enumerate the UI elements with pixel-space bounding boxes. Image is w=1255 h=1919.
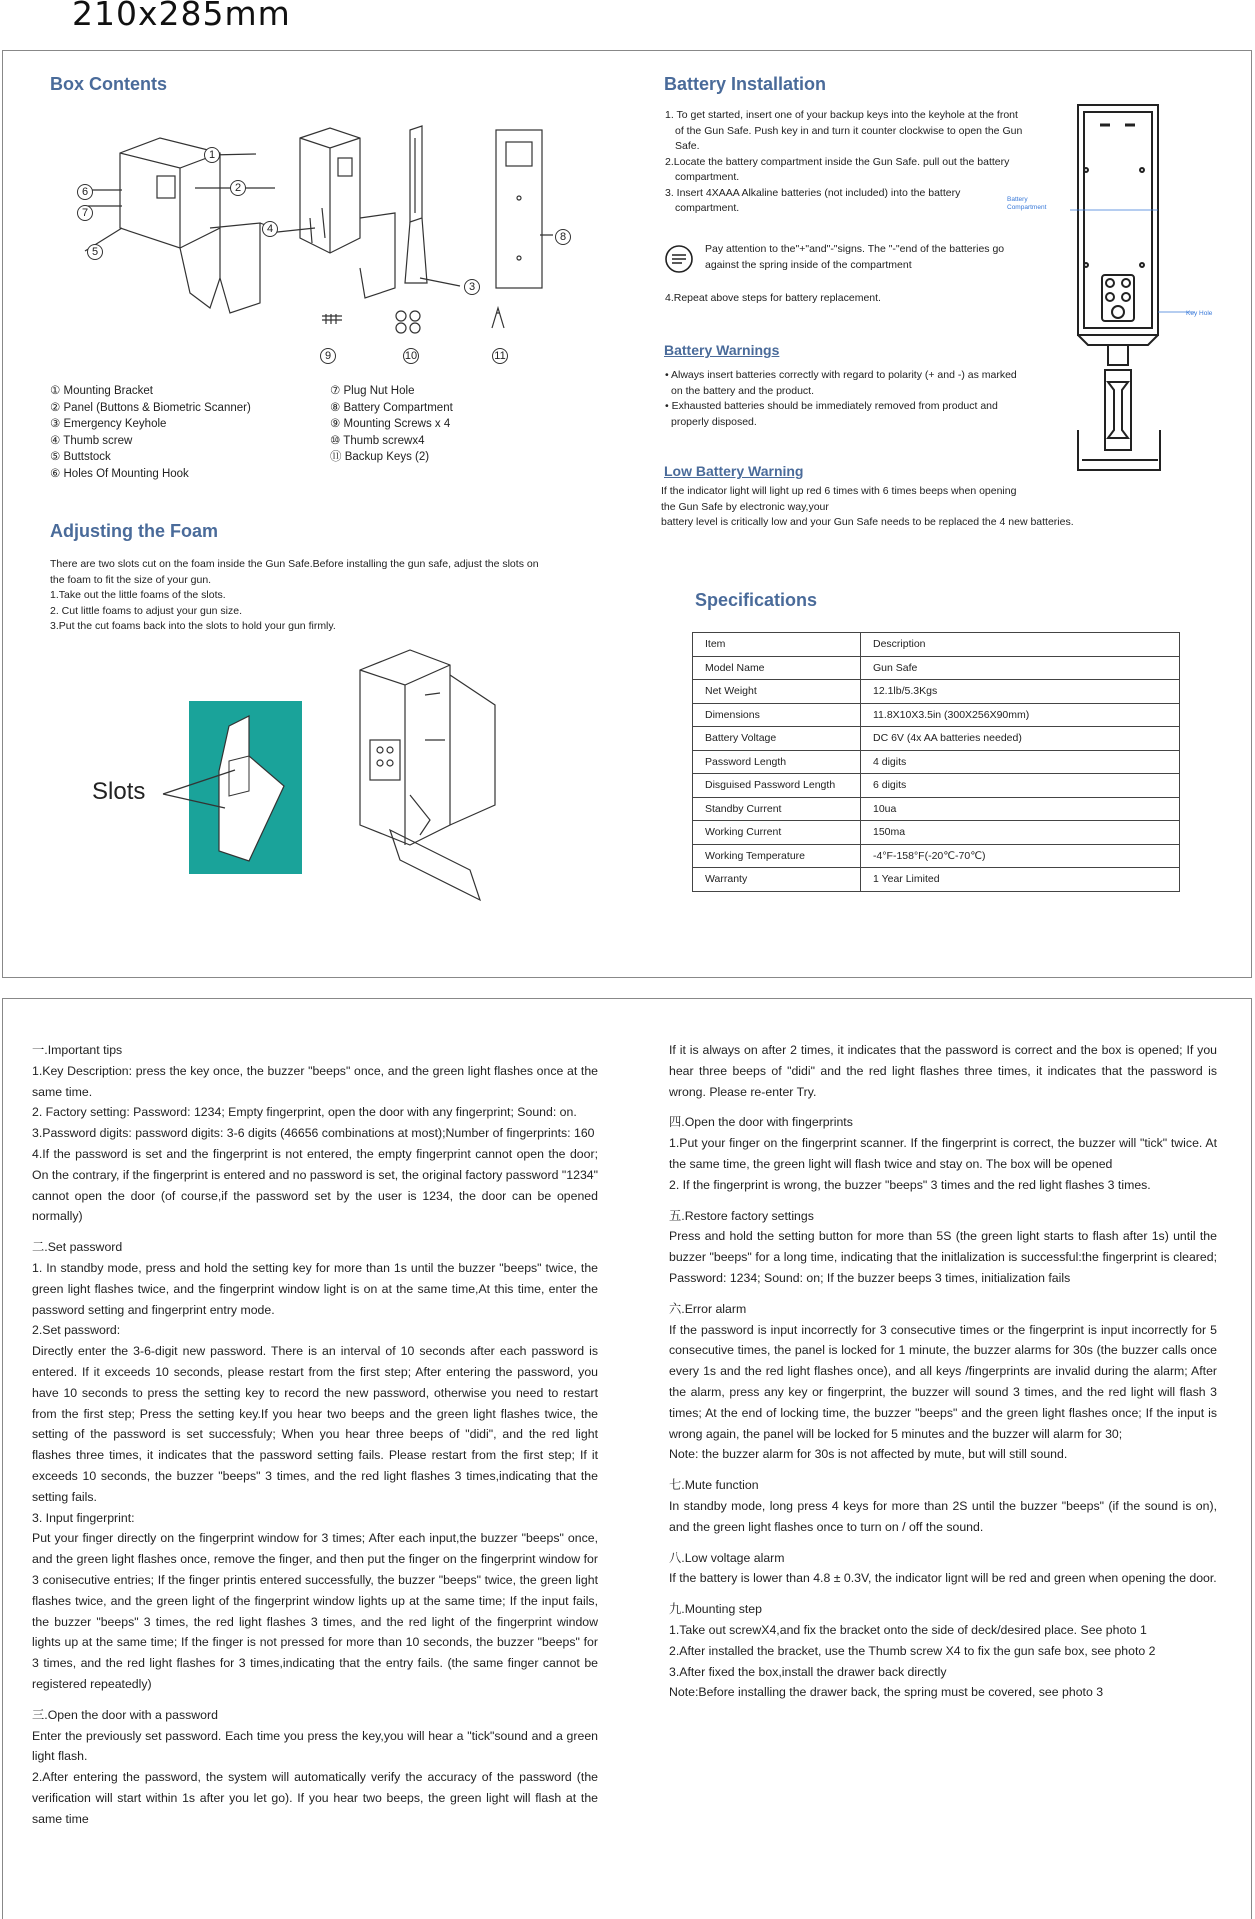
battery-compartment-diagram (1070, 100, 1220, 480)
battery-step-line: 3. Insert 4XAAA Alkaline batteries (not included) into the battery (665, 186, 961, 199)
manual-section-text: If the password is input incorrectly for 3 consecutive times or the fingerprint is input incorrectly for 5 consecutive times, the panel is locked for 1 minute, the buzzer alarms for 30s (the buzzer calls once every 1s and the red light flashes once), and all keys /fingerprints are invalid during the alarm; After the alarm, press any key or fingerprint, the buzzer will sound 3 times, and the red light will flash 3 times; At the end of locking time, the buzzer "beeps" and the green light flashes once; If the input is wrong again, the panel will be locked for 5 minutes and the buzzer will alarm for 30; Note: the buzzer alarm for 30s is not affected by mute, but will still sound. (669, 1322, 1217, 1462)
manual-section-heading: 七.Mute function (669, 1478, 759, 1493)
adjusting-foam-text (50, 557, 610, 635)
spec-value-cell: 12.1lb/5.3Kgs (861, 680, 1180, 704)
list-item: ⑤ Buttstock (50, 451, 111, 463)
list-item: ① Mounting Bracket (50, 385, 153, 397)
manual-section-text: 1.Put your finger on the fingerprint scanner. If the fingerprint is correct, the buzzer will "tick" twice. At the same time, the green light will flash twice and stay on. The box will be opened 2. If the fingerprint is wrong, the buzzer "beeps" 3 times and the red light flashes 3 times. (669, 1136, 1217, 1192)
spec-value-cell: 4 digits (861, 750, 1180, 774)
spec-item-cell: Dimensions (693, 703, 861, 727)
manual-right-column (669, 1040, 1217, 1703)
callout-4: 4 (262, 221, 278, 237)
callout-7: 7 (77, 205, 93, 221)
key-hole-label: Key Hole (1186, 310, 1213, 317)
table-row (693, 656, 1180, 680)
manual-section-text: 1.Key Description: press the key once, the buzzer "beeps" once, and the green light flashes once at the same time. 2. Factory setting: Password: 1234; Empty fingerprint, open the door with any fingerprint; Sound: on. 3.Password digits: password digits: 3-6 digits (46656 combinations at most);Number of fingerprints: 160 4.If the password is set and the fingerprint is not entered, the empty fingerprint cannot open the door; On the contrary, if the fingerprint is entered and no password is set, the original factory password "1234" cannot open the door (of course,if the password set by the user is 1234, the door can be opened normally) (32, 1063, 598, 1224)
box-contents-list-right (330, 383, 453, 466)
spec-value-cell: 150ma (861, 821, 1180, 845)
spec-value-cell: DC 6V (4x AA batteries needed) (861, 727, 1180, 751)
callout-2: 2 (230, 180, 246, 196)
battery-step-line: Safe. (675, 140, 700, 152)
battery-step-line: 1. To get started, insert one of your backup keys into the keyhole at the front (665, 109, 1018, 121)
manual-section-text: 1. In standby mode, press and hold the setting key for more than 1s until the buzzer "beeps" twice, the green light flashes twice, and the fingerprint window light is on at the same time,At this time, enter the password setting and fingerprint entry mode. 2.Set password: Directly enter the 3-6-digit new password. There is an interval of 10 seconds after each password is entered. If it exceeds 10 seconds, please restart from the first step; After entering the password, you have 10 seconds to press the setting key to record the new password, otherwise you need to restart from the first step; Press the setting key.If you hear two beeps and the green light flashes twice, the setting of the password is set successfuly; When you hear three beeps of "didi", and the red light flashes three times, it indicates that the password setting fails. Please restart from the first step; If it exceeds 10 seconds, the buzzer "beeps" 3 times, and the red light flashes 3 times,indicating that the setting fails. 3. Input fingerprint: Put your finger directly on the fingerprint window for 3 times; After each input,the buzzer "beeps" once, and the green light flashes once, remove the finger, and then put the finger on the fingerprint window for 3 conisecutive entries; If the finger printis entered successfully, the buzzer "beeps" twice, the green light flashes twice, and the green light of the fingerprint window lights up at the same time; If the input fails, the buzzer "beeps" 3 times, the red light flashes 3 times, and the red light of the fingerprint window lights up at the same time; If the finger is not pressed for more than 10 seconds, the buzzer "beeps" for 3 times, and the red light flashes for 3 times,indicating that the entry fails. (the same finger cannot be registered repeatedly) (32, 1260, 598, 1691)
warning-line: on the battery and the product. (671, 384, 815, 397)
battery-step-line: 2.Locate the battery compartment inside the Gun Safe. pull out the battery (665, 155, 1010, 168)
battery-note (705, 242, 1035, 273)
callout-5: 5 (87, 244, 103, 260)
box-contents-illustration (60, 118, 620, 368)
slots-pointer-lines (155, 760, 245, 820)
spec-item-cell: Disguised Password Length (693, 774, 861, 798)
foam-line: the foam to fit the size of your gun. (50, 573, 212, 586)
manual-section-text: Enter the previously set password. Each time you press the key,you will hear a "tick"sound and a green light flash. 2.After entering the password, the system will automatically verify the accuracy of the password (the verification will start within 1s after you let go). If you hear two beeps, the green light will flash at the same time (32, 1728, 598, 1826)
spec-value-cell: 1 Year Limited (861, 868, 1180, 892)
low-battery-text (661, 484, 1121, 531)
low-battery-line: If the indicator light will light up red 6 times with 6 times beeps when opening (661, 485, 1017, 497)
low-battery-line: battery level is critically low and your Gun Safe needs to be replaced the 4 new batteries. (661, 516, 1074, 528)
battery-warnings-title: Battery Warnings (664, 342, 780, 358)
spec-value-cell: 11.8X10X3.5in (300X256X90mm) (861, 703, 1180, 727)
label-line: Battery (1007, 196, 1028, 203)
table-row (693, 868, 1180, 892)
spec-value-cell: 10ua (861, 797, 1180, 821)
manual-section-heading: 四.Open the door with fingerprints (669, 1115, 853, 1130)
spec-value-cell: Gun Safe (861, 656, 1180, 680)
specifications-table (692, 632, 1180, 892)
manual-section-heading: 六.Error alarm (669, 1301, 747, 1316)
manual-section-text: Press and hold the setting button for more than 5S (the green light starts to flash after 1s) until the buzzer "beeps" for a long time, indicating that the initlalization is successful:the fingerprint is cleared; Password: 1234; Sound: on; If the buzzer beeps 3 times, initialization fails (669, 1229, 1217, 1285)
manual-section-text: In standby mode, long press 4 keys for more than 2S until the buzzer "beeps" (if the sound is on), and the green light flashes once to turn on / off the sound. (669, 1498, 1217, 1534)
battery-warnings-text (665, 368, 1065, 430)
battery-repeat-step: 4.Repeat above steps for battery replacement. (665, 292, 881, 304)
callout-6: 6 (77, 184, 93, 200)
battery-step-line: compartment. (675, 171, 740, 183)
label-line: Compartment (1007, 204, 1047, 211)
list-item: ⑥ Holes Of Mounting Hook (50, 467, 189, 480)
table-row (693, 774, 1180, 798)
manual-section-text: If it is always on after 2 times, it indicates that the password is correct and the box is opened; If you hear three beeps of "didi" and the red light flashes three times, it indicates that the password is wrong. Please re-enter Try. (669, 1043, 1217, 1099)
table-row (693, 821, 1180, 845)
spec-item-cell: Warranty (693, 868, 861, 892)
battery-step-line: of the Gun Safe. Push key in and turn it counter clockwise to open the Gun (675, 124, 1023, 137)
spec-value-cell: -4°F-158°F(-20℃-70℃) (861, 844, 1180, 868)
table-row (693, 680, 1180, 704)
list-item: ⑧ Battery Compartment (330, 401, 453, 414)
table-row (693, 844, 1180, 868)
list-item: ⑦ Plug Nut Hole (330, 385, 415, 397)
page-size-label: 210x285mm (72, 0, 291, 33)
spec-item-cell: Battery Voltage (693, 727, 861, 751)
foam-line: 1.Take out the little foams of the slots. (50, 589, 226, 601)
manual-section-heading: 二.Set password (32, 1240, 123, 1255)
spec-item-cell: Working Current (693, 821, 861, 845)
spec-item-cell: Model Name (693, 656, 861, 680)
foam-safe-illustration (350, 645, 580, 915)
battery-installation-title: Battery Installation (664, 74, 827, 94)
adjusting-foam-title: Adjusting the Foam (50, 521, 218, 541)
callout-10: 10 (404, 350, 418, 362)
spec-item-cell: Password Length (693, 750, 861, 774)
foam-line: 2. Cut little foams to adjust your gun size. (50, 604, 243, 617)
spec-item-cell: Net Weight (693, 680, 861, 704)
callout-3: 3 (464, 279, 480, 295)
manual-section-heading: 八.Low voltage alarm (669, 1550, 785, 1565)
warning-line: properly disposed. (671, 415, 757, 428)
list-item: ⑩ Thumb screwx4 (330, 434, 425, 447)
manual-section-heading: 九.Mounting step (669, 1602, 762, 1617)
manual-section-text: 1.Take out screwX4,and fix the bracket onto the side of deck/desired place. See photo 1 2.After installed the bracket, use the Thumb screw X4 to fix the gun safe box, see photo 2 3.After fixed the box,install the drawer back directly Note:Before installing the drawer back, the spring must be covered, see photo 3 (669, 1622, 1156, 1700)
spec-item-cell: Standby Current (693, 797, 861, 821)
spec-value-cell: 6 digits (861, 774, 1180, 798)
callout-1: 1 (204, 147, 220, 163)
battery-installation-steps (665, 108, 1035, 217)
battery-compartment-label (1007, 196, 1046, 212)
table-row (693, 797, 1180, 821)
foam-line: There are two slots cut on the foam inside the Gun Safe.Before installing the gun safe, adjust the slots on (50, 558, 539, 570)
manual-left-column (32, 1040, 598, 1829)
list-item: ④ Thumb screw (50, 434, 133, 447)
callout-8: 8 (555, 229, 571, 245)
box-contents-title: Box Contents (50, 74, 167, 94)
box-contents-list-left (50, 383, 251, 482)
table-row (693, 750, 1180, 774)
warning-line: • Always insert batteries correctly with regard to polarity (+ and -) as marked (665, 369, 1017, 381)
table-row (693, 727, 1180, 751)
table-row (693, 703, 1180, 727)
list-item: ③ Emergency Keyhole (50, 418, 167, 430)
callout-9: 9 (320, 348, 336, 364)
table-row (693, 633, 1180, 657)
note-icon (664, 244, 694, 274)
spec-item-cell: Working Temperature (693, 844, 861, 868)
specifications-title: Specifications (695, 590, 818, 610)
warning-line: • Exhausted batteries should be immediately removed from product and (665, 400, 998, 412)
list-item: ② Panel (Buttons & Biometric Scanner) (50, 401, 251, 414)
manual-section-heading: 一.Important tips (32, 1043, 123, 1057)
note-line: Pay attention to the"+"and"-"signs. The "-"end of the batteries go (705, 243, 1005, 255)
callout-11: 11 (492, 348, 508, 364)
low-battery-title: Low Battery Warning (664, 463, 804, 479)
manual-section-heading: 五.Restore factory settings (669, 1208, 814, 1223)
manual-section-heading: 三.Open the door with a password (32, 1707, 218, 1722)
spec-item-cell: Item (693, 633, 861, 657)
low-battery-line: the Gun Safe by electronic way,your (661, 500, 829, 513)
foam-line: 3.Put the cut foams back into the slots to hold your gun firmly. (50, 620, 336, 632)
manual-section-text: If the battery is lower than 4.8 ± 0.3V, the indicator lignt will be red and green when opening the door. (669, 1571, 1217, 1586)
spec-value-cell: Description (861, 633, 1180, 657)
list-item: ⑪ Backup Keys (2) (330, 451, 430, 463)
slots-label: Slots (92, 778, 146, 805)
list-item: ⑨ Mounting Screws x 4 (330, 418, 451, 430)
note-line: against the spring inside of the compartment (705, 258, 912, 271)
battery-step-line: compartment. (675, 202, 740, 214)
